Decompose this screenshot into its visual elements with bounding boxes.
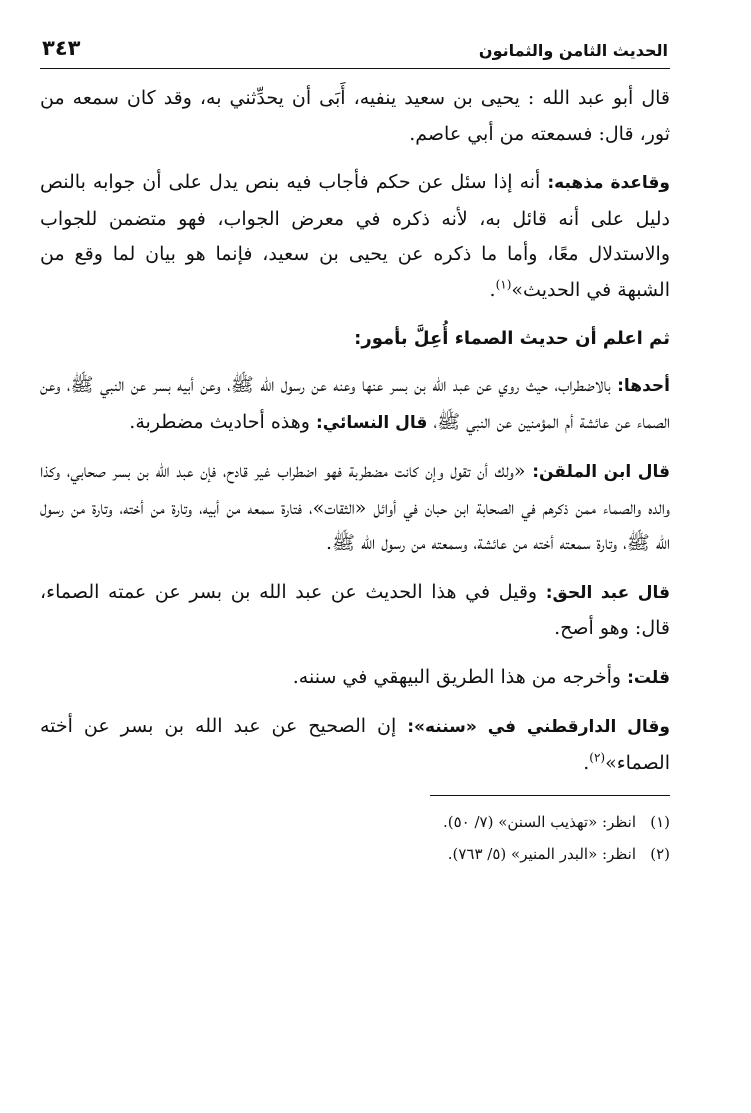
footnotes bbox=[40, 806, 670, 870]
paragraph-6 bbox=[40, 660, 670, 697]
paragraph-3 bbox=[40, 368, 670, 441]
paragraph-lead: قلت: bbox=[627, 667, 670, 688]
footnote-text: انظر: «البدر المنير» (٥/ ٧٦٣). bbox=[447, 845, 636, 863]
page-number: ٣٤٣ bbox=[42, 36, 81, 60]
footnote-ref-2: (٢) bbox=[589, 750, 606, 765]
paragraph-1 bbox=[40, 81, 670, 152]
footnote-2 bbox=[40, 838, 670, 870]
paragraph-5 bbox=[40, 575, 670, 647]
footnote-1 bbox=[40, 806, 670, 838]
paragraph-4 bbox=[40, 454, 670, 562]
footnote-number: (٢) bbox=[650, 845, 670, 863]
header-rule bbox=[40, 68, 670, 69]
page-body bbox=[40, 81, 670, 781]
paragraph-lead: وقال الدارقطني في «سننه»: bbox=[407, 717, 670, 737]
paragraph-7 bbox=[40, 709, 670, 781]
paragraph-text: وأخرجه من هذا الطريق البيهقي في سننه. bbox=[292, 665, 628, 688]
paragraph-tail: . bbox=[583, 751, 590, 774]
paragraph-lead: قال ابن الملقن: bbox=[532, 462, 670, 482]
paragraph-text: أنه إذا سئل عن حكم فأجاب فيه بنص يدل على أن جوابه بالنص دليل على أنه قائل به، لأنه ذكره في معرض الجواب، فهو متضمن للجواب والاستدلال معًا، وأما ما ذكره عن يحيى بن سعيد، فإنما هو بيان لما وقع من الشبهة في الحديث» bbox=[40, 171, 670, 301]
paragraph-lead: قال عبد الحق: bbox=[545, 582, 670, 603]
footnote-rule bbox=[430, 795, 670, 796]
footnote-text: انظر: «تهذيب السنن» (٧/ ٥٠). bbox=[442, 813, 636, 831]
footnote-ref-1: (١) bbox=[495, 277, 512, 292]
paragraph-text: إن الصحيح عن عبد الله بن بسر عن أخته الصماء» bbox=[40, 715, 670, 774]
paragraph-lead: وقاعدة مذهبه: bbox=[547, 173, 670, 193]
page-header bbox=[40, 30, 670, 60]
book-page bbox=[40, 30, 670, 870]
paragraph-text: قال أبو عبد الله : يحيى بن سعيد ينفيه، أَبَى أن يحدِّثني به، وقد كان سمعه من ثور، قال: فسمعته من أبي عاصم. bbox=[40, 87, 670, 145]
running-title: الحديث الثامن والثمانون bbox=[478, 41, 668, 60]
paragraph-2 bbox=[40, 165, 670, 308]
paragraph-text: وقيل في هذا الحديث عن عبد الله بن بسر عن عمته الصماء، قال: وهو أصح. bbox=[40, 580, 670, 639]
paragraph-tail: وهذه أحاديث مضطربة. bbox=[129, 410, 316, 433]
paragraph-tail: . bbox=[489, 278, 496, 301]
paragraph-text: بالاضطراب، حيث روي عن عبد الله بن بسر عنها وعنه عن رسول الله ﷺ، وعن أبيه بسر عن النبي ﷺ، وعن الصماء عن عائشة أم المؤمنين عن النبي ﷺ، bbox=[40, 374, 670, 433]
paragraph-lead: أحدها: bbox=[617, 376, 670, 396]
paragraph-text: «ولك أن تقول وإن كانت مضطربة فهو اضطراب غير قادح، فإن عبد الله بن بسر صحابي، وكذا والده والصماء ممن ذكرهم في الصحابة ابن حبان في أوائل «الثقات»، فتارة سمعه من أبيه، وتارة من أخته، وتارة من رسول الله ﷺ، وتارة سمعته أخته من عائشة، وسمعته من رسول الله ﷺ. bbox=[40, 460, 670, 554]
section-heading: ثم اعلم أن حديث الصماء أُعِلَّ بأمور: bbox=[354, 328, 670, 349]
inline-bold-label: قال النسائي: bbox=[316, 412, 428, 433]
footnote-number: (١) bbox=[650, 813, 670, 831]
